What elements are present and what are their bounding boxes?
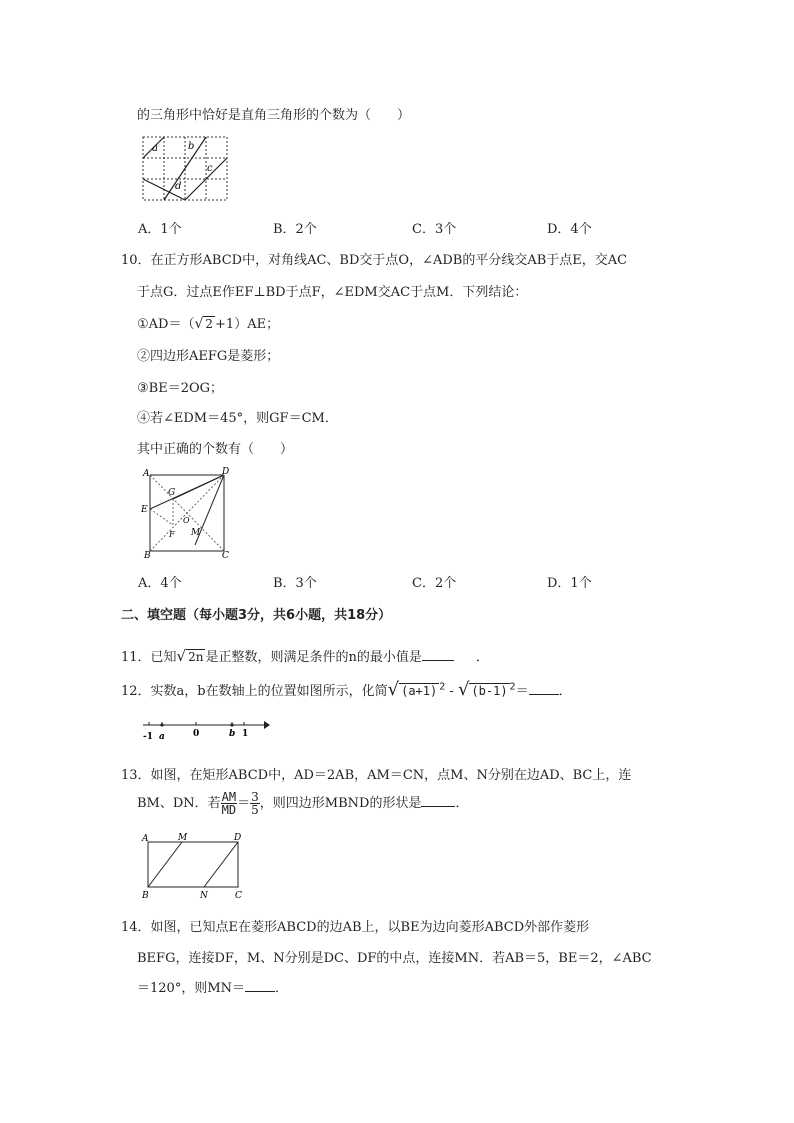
- grid-label-b: b: [188, 141, 195, 152]
- q12: 12．实数a，b在数轴上的位置如图所示，化简√ (a+1) $^2$ - √ (b-1) $^2$＝ ．: [121, 679, 572, 700]
- axis-label-1: 1: [242, 729, 249, 739]
- q10-line2: 于点G．过点E作EF⊥BD于点F，∠EDM交AC于点M．下列结论：: [137, 285, 528, 300]
- fig13-label-A: A: [142, 834, 149, 844]
- q11-answer-blank[interactable]: [422, 648, 454, 661]
- fig10-label-M: M: [191, 528, 201, 538]
- axis-label-a: a: [159, 732, 165, 742]
- q13-answer-blank[interactable]: [421, 794, 455, 807]
- axis-label-b: b: [229, 729, 236, 739]
- fig10-label-E: E: [141, 505, 148, 515]
- fig10-label-C: C: [222, 551, 229, 560]
- fig10-label-D: D: [222, 467, 230, 477]
- q10-line1: 10．在正方形ABCD中，对角线AC、BD交于点O，∠ADB的平分线交AB于点E，交AC: [121, 253, 628, 268]
- axis-label-neg1: -1: [143, 732, 153, 742]
- fig13-label-N: N: [200, 891, 208, 901]
- q10-conclusion-1: ①AD＝（√ 2 +1）AE；: [137, 316, 280, 332]
- q10-option-d: D．1个: [547, 576, 592, 591]
- q9-option-a: A．1个: [138, 222, 182, 237]
- q10-question: 其中正确的个数有（ ）: [137, 442, 294, 457]
- q10-option-b: B．3个: [273, 576, 317, 591]
- q11: 11．已知√ 2n 是正整数，则满足条件的n的最小值是 ．: [121, 647, 489, 665]
- fig13-label-C: C: [235, 891, 242, 901]
- fig10-label-G: G: [168, 488, 176, 498]
- q9-option-b: B．2个: [273, 222, 317, 237]
- q9-stem: 的三角形中恰好是直角三角形的个数为（ ）: [137, 108, 411, 123]
- grid-label-d: d: [175, 181, 182, 192]
- fig10-label-O: O: [183, 516, 190, 525]
- grid-label-c: c: [207, 163, 213, 174]
- q9-option-d: D．4个: [547, 222, 592, 237]
- q14-line1: 14．如图，已知点E在菱形ABCD的边AB上，以BE为边向菱形ABCD外部作菱形: [121, 920, 590, 935]
- q10-option-c: C．2个: [412, 576, 457, 591]
- q10-conclusion-3: ③BE＝2OG；: [137, 381, 224, 396]
- grid-label-a: a: [152, 143, 158, 154]
- fig13-label-B: B: [142, 891, 149, 901]
- q12-number-line: [140, 716, 272, 742]
- fig10-label-A: A: [143, 469, 150, 479]
- q14-answer-blank[interactable]: [245, 979, 275, 992]
- q14-line2: BEFG，连接DF，M、N分别是DC、DF的中点，连接MN．若AB＝5，BE＝2，∠ABC: [137, 951, 652, 966]
- fig10-label-B: B: [144, 551, 151, 560]
- q13-rectangle-figure: [138, 830, 250, 902]
- q13-line1: 13．如图，在矩形ABCD中，AD＝2AB，AM＝CN，点M、N分别在边AD、BC上，连: [121, 768, 632, 783]
- fig13-label-M: M: [178, 833, 188, 843]
- q10-square-figure: [138, 465, 238, 560]
- axis-label-0: 0: [193, 729, 200, 739]
- fig13-label-D: D: [234, 833, 242, 843]
- q12-answer-blank[interactable]: [529, 682, 559, 695]
- q9-option-c: C．3个: [412, 222, 457, 237]
- q14-line3: ＝120°，则MN＝ ．: [137, 981, 289, 996]
- q10-option-a: A．4个: [138, 576, 182, 591]
- q10-conclusion-4: ④若∠EDM＝45°，则GF＝CM．: [137, 411, 338, 426]
- section-title: 二、填空题（每小题3分，共6小题，共18分）: [121, 608, 392, 623]
- q13-line2: BM、DN．若 $\frac{AM}{MD}$ ＝ $\frac{3}{5}$ ，则四边形MBND的形状是 ．: [137, 790, 469, 817]
- q10-conclusion-2: ②四边形AEFG是菱形；: [137, 349, 280, 364]
- fig10-label-F: F: [169, 530, 175, 539]
- q9-grid-figure: [141, 135, 231, 203]
